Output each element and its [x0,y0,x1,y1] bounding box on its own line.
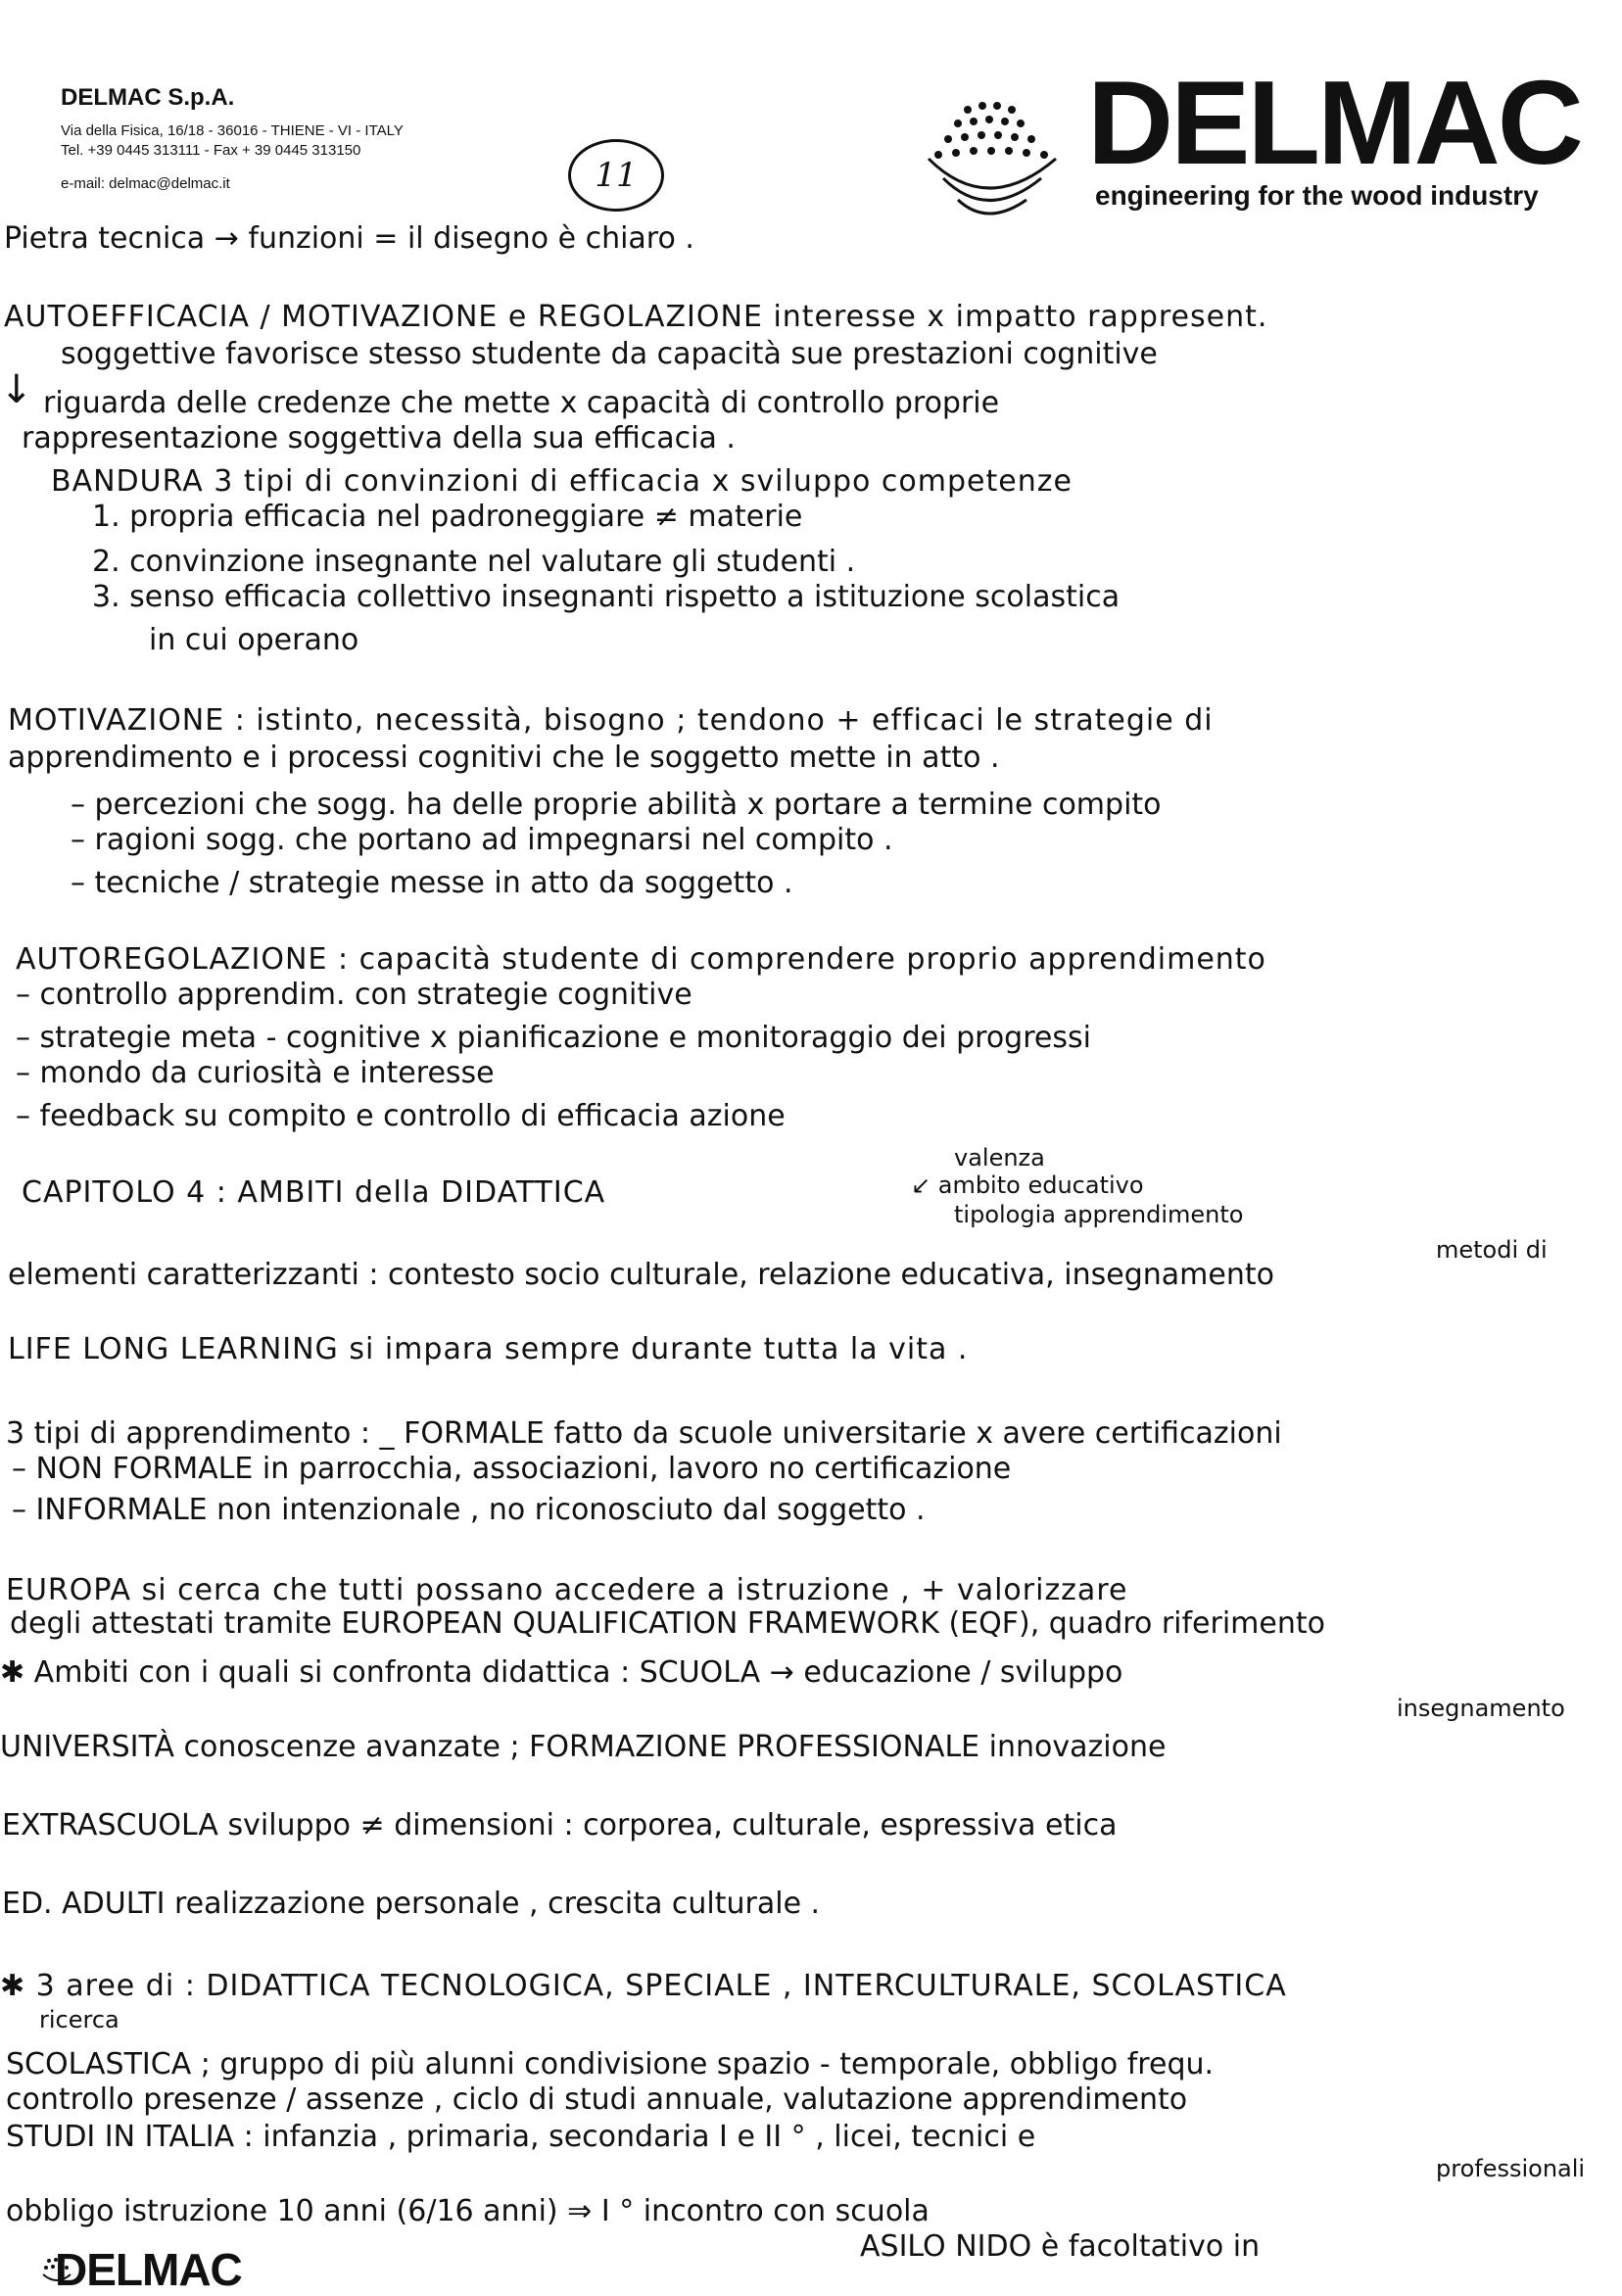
note-line: – percezioni che sogg. ha delle proprie abilità x portare a termine compito [71,788,1162,822]
logo-name: DELMAC [1087,56,1581,189]
note-line: rappresentazione soggettiva della sua efficacia . [22,421,736,455]
company-email: e-mail: delmac@delmac.it [61,175,230,192]
note-line: controllo presenze / assenze , ciclo di studi annuale, valutazione apprendimento [6,2082,1188,2117]
note-line: – NON FORMALE in parrocchia, associazioni, lavoro no certificazione [12,1452,1012,1486]
note-line: EXTRASCUOLA sviluppo ≠ dimensioni : corporea, culturale, espressiva etica [2,1808,1118,1842]
company-name: DELMAC S.p.A. [61,84,235,111]
note-line: 3 tipi di apprendimento : _ FORMALE fatto da scuole universitarie x avere certificazioni [6,1416,1282,1451]
note-line: ricerca [39,2006,119,2033]
note-line: degli attestati tramite EUROPEAN QUALIFICATION FRAMEWORK (EQF), quadro riferimento [10,1606,1325,1641]
note-line: tipologia apprendimento [954,1201,1244,1228]
note-line: LIFE LONG LEARNING si impara sempre durante tutta la vita . [8,1332,969,1366]
note-line: BANDURA 3 tipi di convinzioni di efficacia x sviluppo competenze [51,464,1073,499]
note-line: – feedback su compito e controllo di efficacia azione [16,1099,786,1133]
note-line: SCOLASTICA ; gruppo di più alunni condivisione spazio - temporale, obbligo frequ. [6,2047,1215,2081]
logo-tagline: engineering for the wood industry [1095,180,1539,211]
note-line: – INFORMALE non intenzionale , no riconosciuto dal soggetto . [12,1493,926,1527]
note-line: professionali [1436,2155,1586,2182]
note-line: – ragioni sogg. che portano ad impegnarsi nel compito . [71,823,893,857]
note-line: riguarda delle credenze che mette x capacità di controllo proprie [43,386,1000,420]
note-line: – strategie meta - cognitive x pianificazione e monitoraggio dei progressi [16,1021,1091,1055]
note-line: elementi caratterizzanti : contesto socio culturale, relazione educativa, insegnamento [8,1258,1274,1292]
note-line: in cui operano [149,623,359,657]
note-line: 2. convinzione insegnante nel valutare gli studenti . [92,545,856,579]
note-line: – tecniche / strategie messe in atto da soggetto . [71,866,793,900]
note-line: 3. senso efficacia collettivo insegnanti rispetto a istituzione scolastica [92,580,1121,614]
company-address: Via della Fisica, 16/18 - 36016 - THIENE - VI - ITALY [61,122,404,139]
note-line: MOTIVAZIONE : istinto, necessità, bisogno ; tendono + efficaci le strategie di [8,703,1214,738]
note-line: metodi di [1436,1236,1548,1264]
note-line: UNIVERSITÀ conoscenze avanzate ; FORMAZIONE PROFESSIONALE innovazione [0,1730,1167,1764]
delmac-logo-icon [909,90,1066,237]
note-line: CAPITOLO 4 : AMBITI della DIDATTICA [22,1175,606,1210]
note-line: ↙ ambito educativo [911,1172,1144,1199]
note-line: EUROPA si cerca che tutti possano accedere a istruzione , + valorizzare [6,1573,1128,1607]
note-line: AUTOEFFICACIA / MOTIVAZIONE e REGOLAZIONE interesse x impatto rappresent. [4,300,1268,334]
note-line: – mondo da curiosità e interesse [16,1056,495,1090]
note-line: ASILO NIDO è facoltativo in [860,2229,1261,2264]
note-line: soggettive favorisce stesso studente da capacità sue prestazioni cognitive [61,337,1158,371]
note-line: 1. propria efficacia nel padroneggiare ≠ materie [92,500,803,534]
note-line: ED. ADULTI realizzazione personale , crescita culturale . [2,1887,821,1921]
note-line: insegnamento [1397,1695,1565,1722]
note-line: AUTOREGOLAZIONE : capacità studente di comprendere proprio apprendimento [16,942,1266,977]
note-line: valenza [954,1144,1045,1172]
note-line: obbligo istruzione 10 anni (6/16 anni) ⇒ I ° incontro con scuola [6,2194,930,2228]
note-line: – controllo apprendim. con strategie cognitive [16,978,692,1012]
letterhead [61,84,609,194]
note-line: apprendimento e i processi cognitivi che le soggetto mette in atto . [8,741,1000,775]
company-phone: Tel. +39 0445 313111 - Fax + 39 0445 313150 [61,142,361,159]
page-number: 11 [568,139,664,212]
note-line: ✱ Ambiti con i quali si confronta didattica : SCUOLA → educazione / sviluppo [0,1655,1123,1690]
footer-logo-name: DELMAC [55,2244,242,2295]
note-line: Pietra tecnica → funzioni = il disegno è chiaro . [4,221,694,256]
note-line: ✱ 3 aree di : DIDATTICA TECNOLOGICA, SPECIALE , INTERCULTURALE, SCOLASTICA [0,1969,1287,2003]
arrow-down-icon: ↓ [0,367,33,412]
note-line: STUDI IN ITALIA : infanzia , primaria, secondaria I e II ° , licei, tecnici e [6,2120,1036,2154]
